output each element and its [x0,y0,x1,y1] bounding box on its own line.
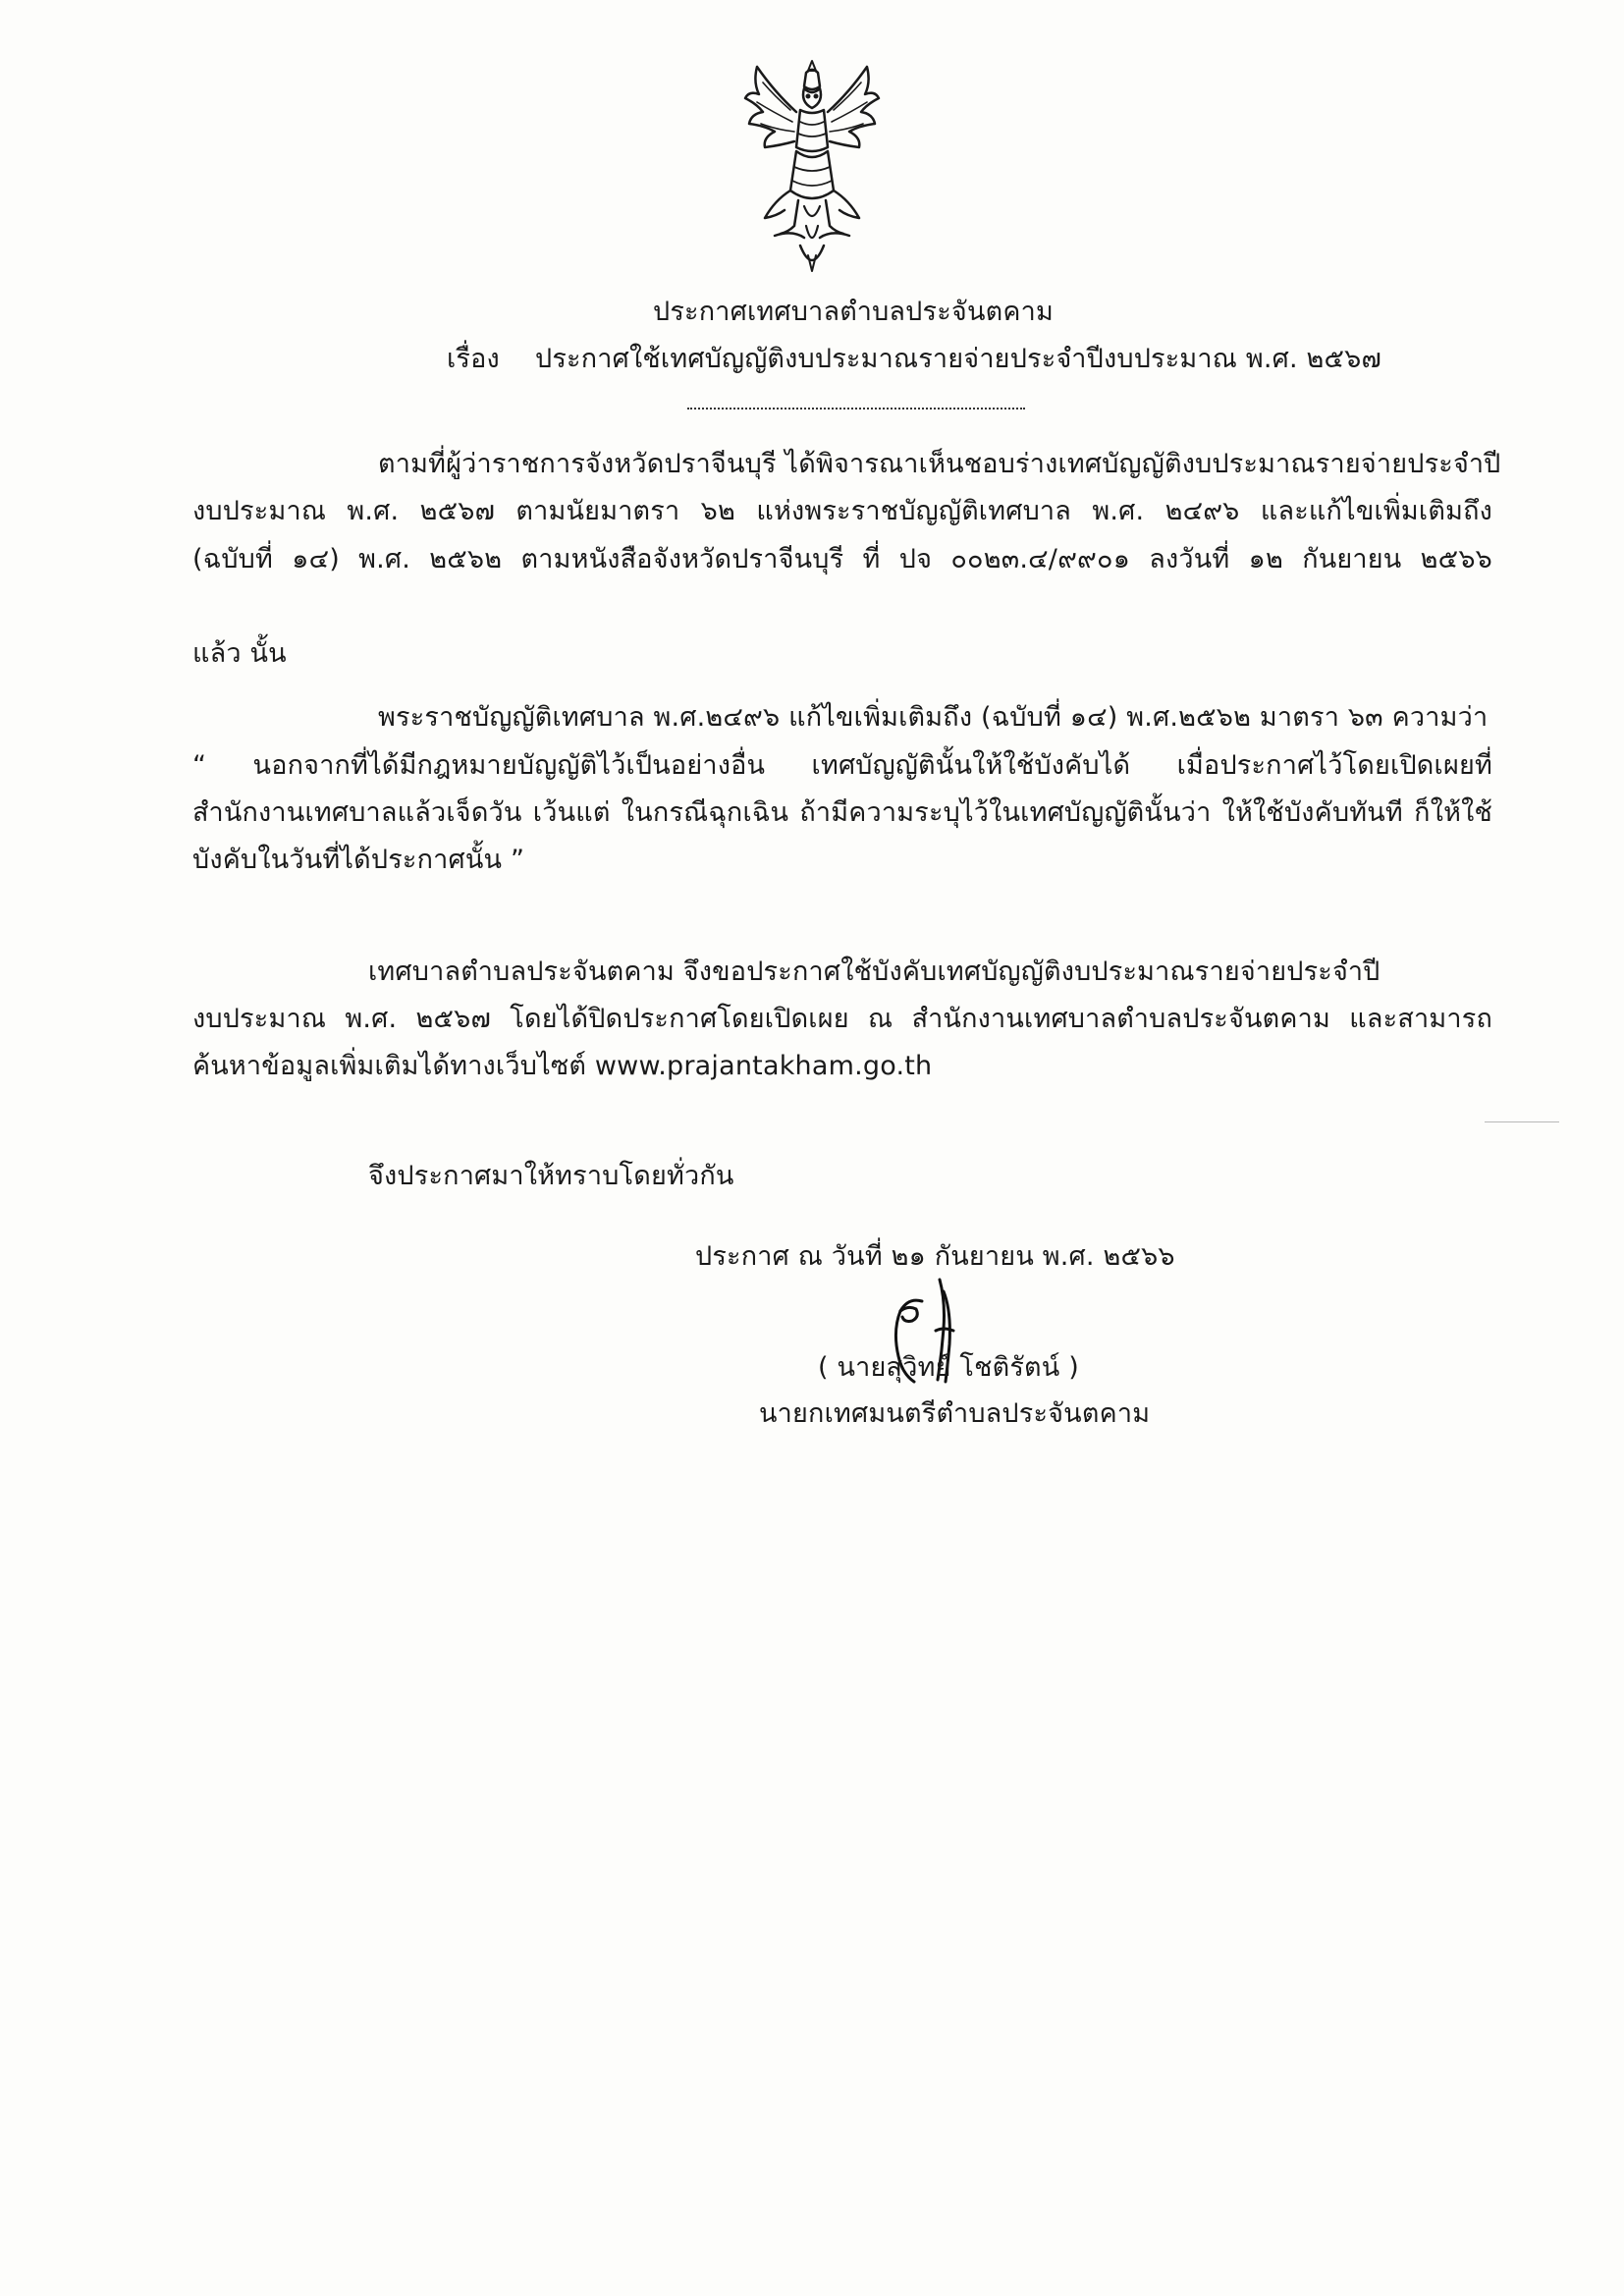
subject-text: ประกาศใช้เทศบัญญัติงบประมาณรายจ่ายประจำปีงบประมาณ พ.ศ. ๒๕๖๗ [535,344,1381,374]
paragraph-2-line-4: บังคับในวันที่ได้ประกาศนั้น ” [192,845,525,875]
paragraph-1-line-2: งบประมาณ พ.ศ. ๒๕๖๗ ตามนัยมาตรา ๖๒ แห่งพระราชบัญญัติเทศบาล พ.ศ. ๒๔๙๖ และแก้ไขเพิ่มเติมถึง [192,496,1492,526]
paragraph-3-line-3: ค้นหาข้อมูลเพิ่มเติมได้ทางเว็บไซต์ www.prajantakham.go.th [192,1051,933,1081]
paragraph-3-line-2: งบประมาณ พ.ศ. ๒๕๖๗ โดยได้ปิดประกาศโดยเปิดเผย ณ สำนักงานเทศบาลตำบลประจันตคาม และสามารถ [192,1004,1492,1034]
paragraph-2-line-3: สำนักงานเทศบาลแล้วเจ็ดวัน เว้นแต่ ในกรณีฉุกเฉิน ถ้ามีความระบุไว้ในเทศบัญญัตินั้นว่า ให้ใช้บังคับทันที ก็ให้ใช้ [192,797,1492,828]
scan-artifact-line [1485,1121,1559,1122]
paragraph-2-line-1: พระราชบัญญัติเทศบาล พ.ศ.๒๔๙๖ แก้ไขเพิ่มเติมถึง (ฉบับที่ ๑๔) พ.ศ.๒๕๖๒ มาตรา ๖๓ ความว่า [378,702,1489,733]
garuda-emblem-icon [735,53,889,281]
signer-name: ( นายสุวิทย์ โชติรัตน์ ) [818,1352,1079,1383]
title-separator [687,408,1025,410]
closing-statement: จึงประกาศมาให้ทราบโดยทั่วกัน [368,1161,734,1191]
subject-label: เรื่อง [447,344,500,374]
announcement-title: ประกาศเทศบาลตำบลประจันตคาม [653,297,1054,327]
paragraph-2-line-2: “ นอกจากที่ได้มีกฎหมายบัญญัติไว้เป็นอย่างอื่น เทศบัญญัตินั้นให้ใช้บังคับได้ เมื่อประกาศไว้โดยเปิดเผยที่ [192,750,1492,781]
paragraph-1-line-4: แล้ว นั้น [192,638,287,669]
announcement-date: ประกาศ ณ วันที่ ๒๑ กันยายน พ.ศ. ๒๕๖๖ [695,1241,1175,1272]
paragraph-1-line-1: ตามที่ผู้ว่าราชการจังหวัดปราจีนบุรี ได้พิจารณาเห็นชอบร่างเทศบัญญัติงบประมาณรายจ่ายประจำปี [378,449,1501,479]
signer-title: นายกเทศมนตรีตำบลประจันตคาม [759,1398,1151,1429]
paragraph-3-line-1: เทศบาลตำบลประจันตคาม จึงขอประกาศใช้บังคับเทศบัญญัติงบประมาณรายจ่ายประจำปี [368,957,1380,987]
paragraph-1-line-3: (ฉบับที่ ๑๔) พ.ศ. ๒๕๖๒ ตามหนังสือจังหวัดปราจีนบุรี ที่ ปจ ๐๐๒๓.๔/๙๙๐๑ ลงวันที่ ๑๒ กันยายน ๒๕๖๖ [192,544,1492,574]
